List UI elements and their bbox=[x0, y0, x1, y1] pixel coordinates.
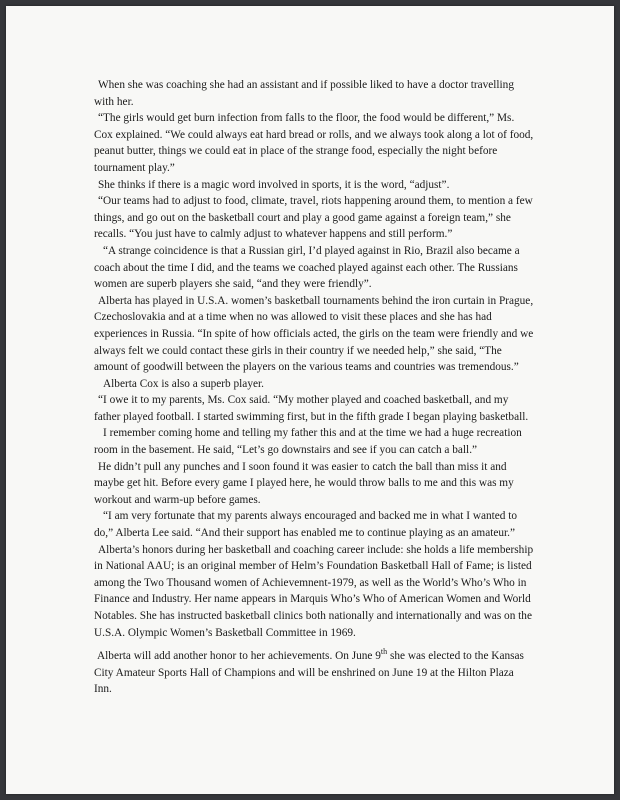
paragraph-7: Alberta Cox is also a superb player. bbox=[103, 377, 264, 390]
paragraph-2: “The girls would get burn infection from falls to the floor, the food would be different,” Ms. Cox explained. “We could always eat hard bread or rolls, and we always took along a lot of food, peanut butter, things we could eat in place of the strange food, especially the night before tournament play.” bbox=[94, 112, 534, 174]
paragraph-5: “A strange coincidence is that a Russian girl, I’d played against in Rio, Brazil also became a coach about the time I did, and the teams we coached played against each other. The Russians women are superb players she said, “and they were friendly”. bbox=[94, 244, 520, 291]
paragraph-12: Alberta’s honors during her basketball and coaching career include: she holds a life membership in National AAU; is an original member of Helm’s Foundation Basketball Hall of Fame; is listed among the Two Thousand women of Achievemnent-1979, as well as the World’s Who’s Who in Finance and Industry. Her name appears in Marquis Who’s Who of American Women and World Notables. She has instructed basketball clinics both nationally and internationally and was on the U.S.A. Olympic Women’s Basketball Committee in 1969. bbox=[94, 543, 534, 639]
paragraph-1: When she was coaching she had an assistant and if possible liked to have a doctor travelling with her. bbox=[94, 79, 514, 108]
final-paragraph-end: she was elected to the Kansas City Amateur Sports Hall of Champions and will be enshrined on June 19 at the Hilton Plaza Inn. bbox=[94, 650, 524, 696]
document-page bbox=[6, 6, 614, 794]
final-paragraph-start: Alberta will add another honor to her achievements. On June 9 bbox=[97, 650, 381, 663]
article-text bbox=[94, 77, 534, 698]
paragraph-9: I remember coming home and telling my father this and at the time we had a huge recreation room in the basement. He said, “Let’s go downstairs and see if you can catch a ball.” bbox=[94, 427, 522, 457]
ordinal-suffix: th bbox=[380, 647, 388, 657]
paragraph-10: He didn’t pull any punches and I soon found it was easier to catch the ball than miss it and maybe get hit. Before every game I played here, he would throw balls to me and this was my workout and warm-up before games. bbox=[94, 460, 514, 506]
paragraph-3: She thinks if there is a magic word involved in sports, it is the word, “adjust”. bbox=[98, 178, 450, 191]
paragraph-4: “Our teams had to adjust to food, climate, travel, riots happening around them, to mention a few things, and go out on the basketball court and play a good game against a foreign team,” she recalls. “You just have to calmly adjust to whatever happens and still perform.” bbox=[94, 195, 533, 241]
paragraph-6: Alberta has played in U.S.A. women’s basketball tournaments behind the iron curtain in Prague, Czechoslovakia and at a time when no was allowed to visit these places and she has had experiences in Russia. “In spite of how officials acted, the girls on the team were friendly and we always felt we could contact these girls in their country if we needed help,” she said, “The amount of goodwill between the players on the various teams and countries was tremendous.” bbox=[94, 294, 534, 374]
paragraph-11: “I am very fortunate that my parents always encouraged and backed me in what I wanted to do,” Alberta Lee said. “And their support has enabled me to continue playing as an amateur.” bbox=[94, 510, 518, 540]
paragraph-8: “I owe it to my parents, Ms. Cox said. “My mother played and coached basketball, and my father played football. I started swimming first, but in the fifth grade I began playing basketball. bbox=[94, 394, 529, 423]
paragraph-13 bbox=[94, 648, 534, 698]
